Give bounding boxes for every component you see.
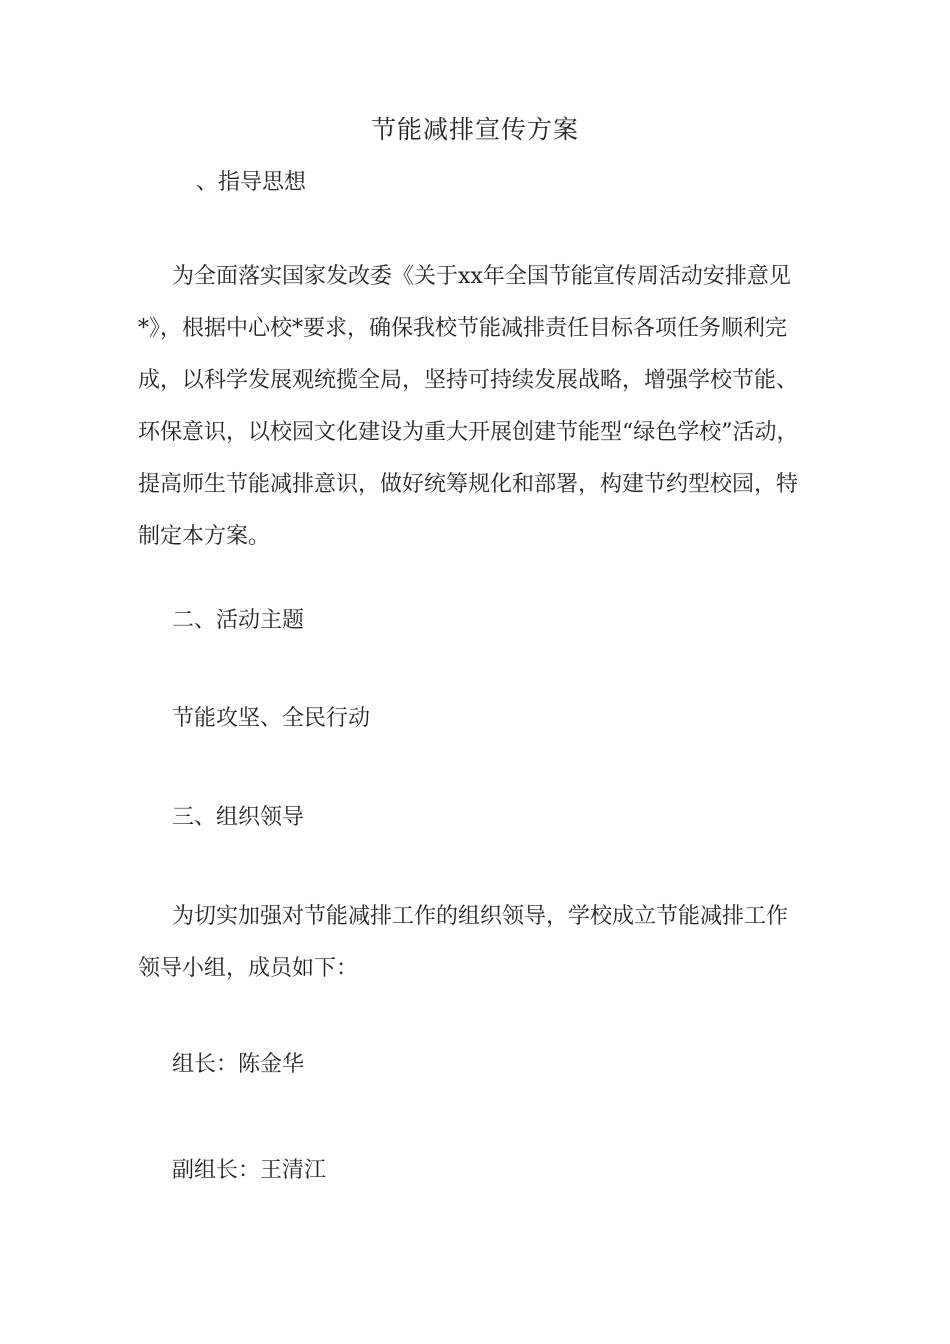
paragraph-line: 成，以科学发展观统揽全局，坚持可持续发展战略，增强学校节能、 (138, 368, 799, 393)
section-heading-organization: 三、组织领导 (172, 805, 305, 830)
paragraph-line: *》，根据中心校*要求，确保我校节能减排责任目标各项任务顺利完 (138, 316, 788, 341)
theme-text: 节能攻坚、全民行动 (172, 706, 371, 731)
paragraph-line: 领导小组，成员如下： (138, 956, 359, 981)
paragraph-line: 为全面落实国家发改委《关于xx年全国节能宣传周活动安排意见 (172, 264, 791, 289)
section-heading-activity-theme: 二、活动主题 (172, 608, 305, 633)
document-title: 节能减排宣传方案 (370, 115, 579, 144)
paragraph-line: 环保意识，以校园文化建设为重大开展创建节能型“绿色学校”活动， (138, 420, 799, 445)
group-leader: 组长：陈金华 (172, 1052, 305, 1077)
vice-group-leader: 副组长：王清江 (172, 1158, 327, 1183)
paragraph-line: 提高师生节能减排意识，做好统筹规化和部署，构建节约型校园，特 (138, 472, 799, 497)
paragraph-line: 制定本方案。 (138, 524, 271, 549)
section-heading-guiding-thought: 、指导思想 (196, 170, 307, 195)
organization-paragraph (138, 891, 838, 995)
guiding-thought-paragraph (138, 251, 838, 563)
paragraph-line: 为切实加强对节能减排工作的组织领导，学校成立节能减排工作 (172, 904, 789, 929)
